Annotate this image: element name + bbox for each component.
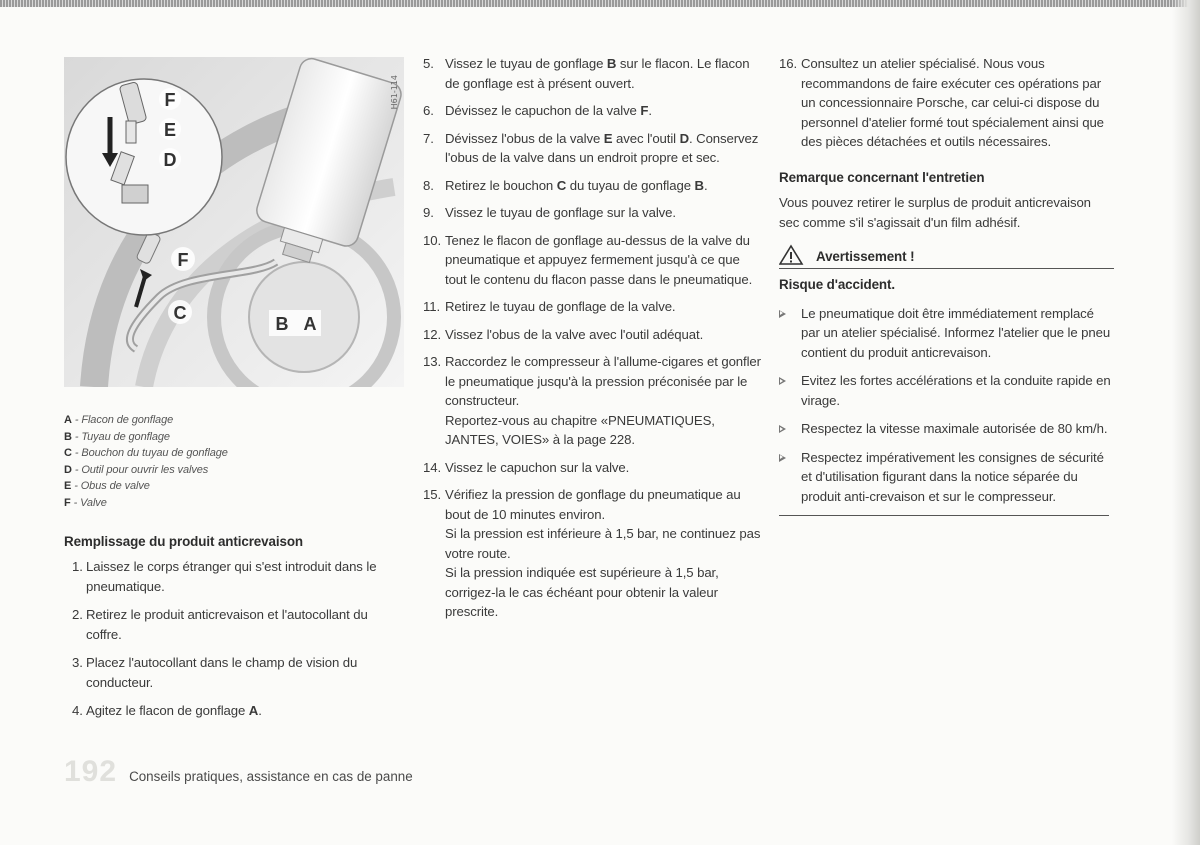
page-gutter-shadow bbox=[1172, 0, 1200, 845]
step-12: 12. Vissez l'obus de la valve avec l'outil adéquat. bbox=[423, 326, 704, 342]
legend-item: B - Tuyau de gonflage bbox=[64, 430, 170, 443]
callout-a: A bbox=[303, 314, 317, 334]
step-6: 6. Dévissez le capuchon de la valve F. bbox=[423, 103, 652, 118]
bullet-arrow-icon bbox=[779, 454, 786, 462]
warning-bullet: Respectez la vitesse maximale autorisée de 80 km/h. bbox=[779, 419, 1114, 439]
maintenance-text: Vous pouvez retirer le surplus de produit anticrevaison sec comme s'il s'agissait d'un film adhésif. bbox=[779, 195, 1091, 230]
bullet-arrow-icon bbox=[779, 310, 786, 318]
callout-d: D bbox=[163, 150, 177, 170]
scan-edge-top bbox=[0, 0, 1200, 7]
step-13: 13. Raccordez le compresseur à l'allume-cigares et gonfler le pneumatique jusqu'à la pression préconisée par le constructeur. Reportez-vous au chapitre «PNEUMATIQUES, JANTES, VOIES» à la page 228. bbox=[423, 354, 761, 447]
warning-bullet: Respectez impérativement les consignes de sécurité et d'utilisation figurant dans la notice séparée du produit anti-crevaison et sur le compresseur. bbox=[779, 448, 1114, 507]
warning-bullet: Evitez les fortes accélérations et la conduite rapide en virage. bbox=[779, 371, 1114, 410]
column-middle bbox=[423, 54, 763, 630]
maintenance-title: Remarque concernant l'entretien bbox=[779, 169, 985, 185]
step-10: 10. Tenez le flacon de gonflage au-dessus de la valve du pneumatique et appuyez fermement jusqu'à ce que tout le contenu du flacon passe dans le pneumatique. bbox=[423, 232, 753, 287]
warning-end-rule bbox=[779, 515, 1109, 516]
legend-item: E - Obus de valve bbox=[64, 480, 150, 493]
step-7: 7. Dévissez l'obus de la valve E avec l'outil D. Conservez l'obus de la valve dans un endroit propre et sec. bbox=[423, 130, 759, 165]
section-title: Remplissage du produit anticrevaison bbox=[64, 533, 303, 549]
step-2: 2. Retirez le produit anticrevaison et l'autocollant du coffre. bbox=[72, 607, 368, 642]
callout-b: B bbox=[275, 314, 289, 334]
bullet-arrow-icon bbox=[779, 377, 786, 385]
legend-item: A - Flacon de gonflage bbox=[64, 414, 174, 426]
step-3: 3. Placez l'autocollant dans le champ de vision du conducteur. bbox=[72, 655, 358, 690]
page-number: 192 bbox=[64, 755, 118, 788]
warning-triangle-icon bbox=[779, 244, 813, 266]
callout-f-top: F bbox=[164, 90, 176, 110]
figure-legend bbox=[64, 412, 399, 512]
callout-f-bottom: F bbox=[177, 250, 189, 270]
step-4: 4. Agitez le flacon de gonflage A. bbox=[72, 703, 262, 719]
step-9: 9. Vissez le tuyau de gonflage sur la valve. bbox=[423, 205, 676, 220]
footer-section-title: Conseils pratiques, assistance en cas de panne bbox=[129, 769, 413, 784]
step-11: 11. Retirez le tuyau de gonflage de la valve. bbox=[423, 299, 676, 314]
column-right bbox=[779, 54, 1114, 516]
warning-bullet: Le pneumatique doit être immédiatement remplacé par un atelier spécialisé. Informez l'atelier que le pneu contient du produit anticrevaison. bbox=[779, 304, 1114, 363]
figure-code: H61-114 bbox=[390, 75, 399, 110]
column-left bbox=[64, 412, 399, 730]
step-1: 1. Laissez le corps étranger qui s'est introduit dans le pneumatique. bbox=[72, 559, 377, 594]
step-8: 8. Retirez le bouchon C du tuyau de gonflage B. bbox=[423, 177, 708, 193]
warning-title: Avertissement ! bbox=[816, 248, 915, 264]
bullet-arrow-icon bbox=[779, 425, 786, 433]
warning-header bbox=[779, 244, 1114, 269]
legend-item: F - Valve bbox=[64, 496, 107, 509]
callout-e: E bbox=[163, 120, 177, 140]
callout-c: C bbox=[173, 303, 187, 323]
step-14: 14. Vissez le capuchon sur la valve. bbox=[423, 459, 630, 475]
step-16: 16. Consultez un atelier spécialisé. Nous vous recommandons de faire exécuter ces opérations par un concessionnaire Porsche, car celui-ci dispose du personnel d'atelier formé tout spécialement ainsi que des pièces détachées et outils nécessaires. bbox=[779, 56, 1104, 149]
step-5: 5. Vissez le tuyau de gonflage B sur le flacon. Le flacon de gonflage est à présent ouvert. bbox=[423, 56, 750, 91]
page-footer bbox=[64, 757, 413, 787]
legend-item: C - Bouchon du tuyau de gonflage bbox=[64, 447, 228, 460]
tire-sealant-illustration bbox=[64, 57, 404, 387]
step-15: 15. Vérifiez la pression de gonflage du pneumatique au bout de 10 minutes environ. Si la pression est inférieure à 1,5 bar, ne continuez pas votre route. Si la pression indiquée est supérieure à 1,5 bar, corrigez-la le cas échéant pour obtenir la valeur prescrite. bbox=[423, 487, 761, 619]
legend-item: D - Outil pour ouvrir les valves bbox=[64, 463, 209, 476]
warning-risk: Risque d'accident. bbox=[779, 277, 895, 292]
